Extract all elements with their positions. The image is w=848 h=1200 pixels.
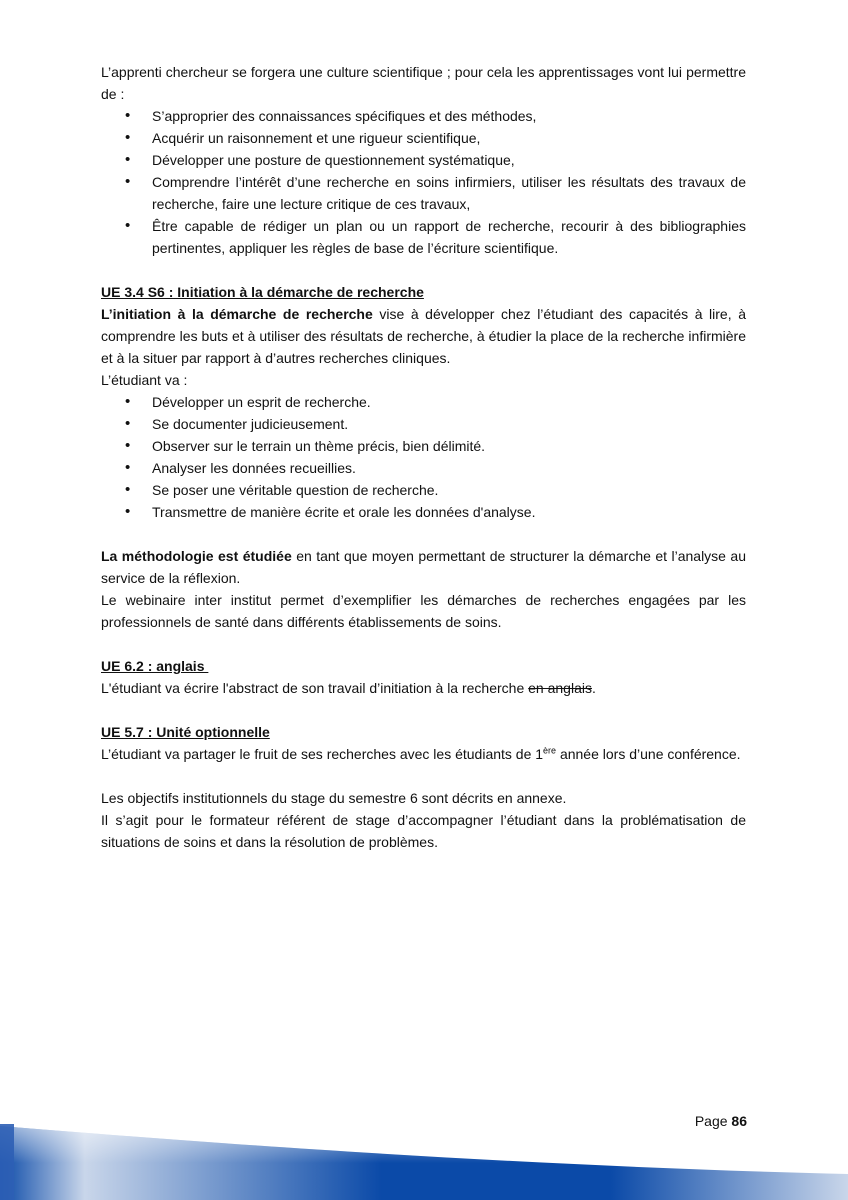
closing-line-2: Il s’agit pour le formateur référent de stage d’accompagner l’étudiant dans la problématisation de situations de soins et dans la résolution de problèmes. [101,812,746,850]
page-content [101,61,746,853]
ue57-text-end: année lors d’une conférence. [556,746,741,762]
list-item: • Se documenter judicieusement. [101,413,746,435]
list-item: • Se poser une véritable question de recherche. [101,479,746,501]
ue57-paragraph [101,743,746,765]
footer-left-edge [0,1124,14,1200]
closing-line-1: Les objectifs institutionnels du stage du semestre 6 sont décrits en annexe. [101,790,567,806]
ue62-text: L'étudiant va écrire l'abstract de son travail d’initiation à la recherche [101,680,529,696]
page-number-value: 86 [731,1113,747,1129]
methodology-paragraph [101,545,746,589]
ue62-text-end: . [591,680,596,696]
list-item: • S’approprier des connaissances spécifiques et des méthodes, [101,105,746,127]
ue57-heading: UE 5.7 : Unité optionnelle [101,724,270,740]
list-item: • Acquérir un raisonnement et une rigueur scientifique, [101,127,746,149]
page-label: Page [694,1113,728,1129]
list-item: • Être capable de rédiger un plan ou un rapport de recherche, recourir à des bibliographies pertinentes, appliquer les règles de base de l’écriture scientifique. [101,215,746,259]
ue34-lead: L’étudiant va : [101,372,188,388]
methodology-bold: La méthodologie est étudiée [101,548,292,564]
intro-paragraph: L’apprenti chercheur se forgera une culture scientifique ; pour cela les apprentissages vont lui permettre de : [101,64,746,102]
ue34-para-rest: vise à développer chez l’étudiant des capacités à lire, à comprendre les buts et à utiliser des résultats de recherche, à étudier la place de la recherche infirmière et à la situer par rapport à d’autres recherches cliniques. [101,306,746,366]
webinar-paragraph: Le webinaire inter institut permet d’exemplifier les démarches de recherches engagées par les professionnels de santé dans différents établissements de soins. [101,592,746,630]
footer-wave-band [0,1118,848,1200]
footer-wave-highlight [0,1126,848,1200]
list-item: • Observer sur le terrain un thème précis, bien délimité. [101,435,746,457]
intro-bullet-list [101,105,746,259]
ue62-struck-text: en anglais [528,680,592,696]
ue62-heading: UE 6.2 : anglais [101,658,209,674]
ue34-paragraph [101,303,746,369]
ue34-heading: UE 3.4 S6 : Initiation à la démarche de recherche [101,284,424,300]
methodology-rest: en tant que moyen permettant de structurer la démarche et l’analyse au service de la réflexion. [101,548,746,586]
ue34-bullet-list [101,391,746,523]
list-item: • Développer une posture de questionnement systématique, [101,149,746,171]
ue57-superscript: ère [543,745,557,756]
ue57-text: L’étudiant va partager le fruit de ses recherches avec les étudiants de 1 [101,746,544,762]
ue62-paragraph [101,677,746,699]
list-item: • Développer un esprit de recherche. [101,391,746,413]
ue34-para-bold: L’initiation à la démarche de recherche [101,306,373,322]
list-item: • Comprendre l’intérêt d’une recherche en soins infirmiers, utiliser les résultats des travaux de recherche, faire une lecture critique de ces travaux, [101,171,746,215]
list-item: • Transmettre de manière écrite et orale les données d'analyse. [101,501,746,523]
list-item: • Analyser les données recueillies. [101,457,746,479]
